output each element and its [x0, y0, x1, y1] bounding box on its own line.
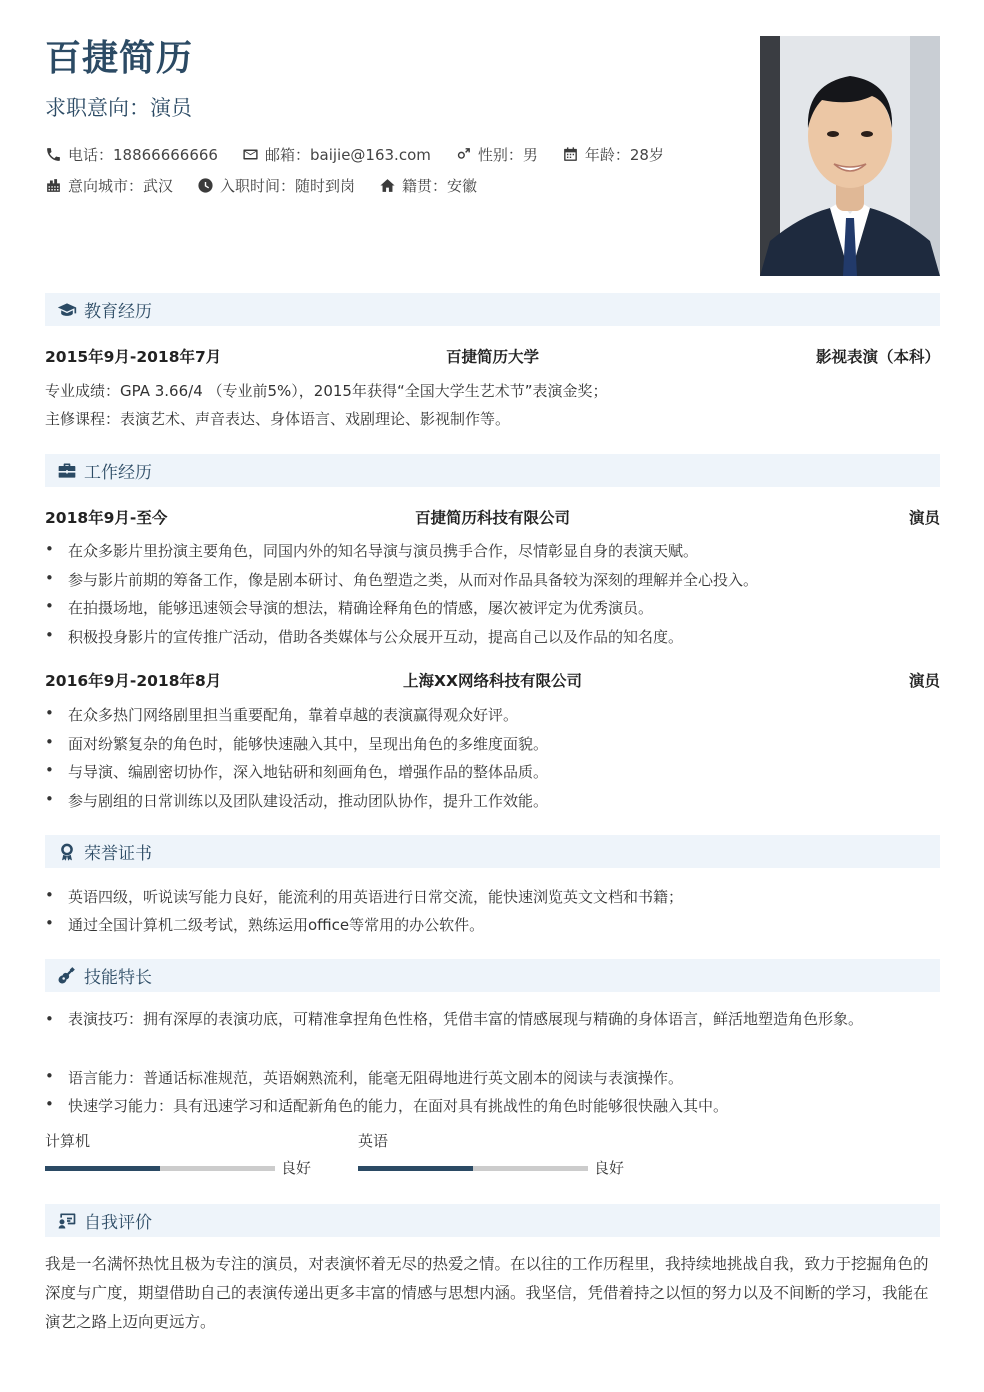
email-info	[242, 144, 431, 165]
skill-bar-text: 良好	[281, 1159, 312, 1177]
skill-bar-text: 良好	[594, 1159, 625, 1177]
skills-header	[45, 959, 940, 992]
skill-item: • 表演技巧：拥有深厚的表演功底，可精准拿捏角色性格，凭借丰富的情感展现与精确的身体语言，鲜活地塑造角色形象。	[45, 1005, 940, 1034]
skill-bar-label: 英语	[358, 1132, 389, 1150]
home-icon	[379, 177, 396, 194]
graduation-cap-icon	[57, 300, 77, 320]
job-intent: 求职意向：演员	[45, 96, 192, 120]
education-header	[45, 293, 940, 326]
gender-text: 性别：男	[477, 146, 538, 164]
honor-item: • 通过全国计算机二级考试，熟练运用office等常用的办公软件。	[45, 914, 940, 935]
job-row	[45, 506, 940, 528]
email-text: 邮箱：baijie@163.com	[264, 146, 431, 164]
self-evaluation-text: 我是一名满怀热忱且极为专注的演员，对表演怀着无尽的热爱之情。在以往的工作历程里，我持续地挑战自我，致力于挖掘角色的深度与广度，期望借助自己的表演传递出更多丰富的情感与思想内涵。我坚信，凭借着持之以恒的努力以及不间断的学习，我能在演艺之路上迈向更远方。	[45, 1255, 929, 1331]
start-info	[197, 175, 355, 196]
guitar-icon	[57, 966, 77, 986]
job-item: • 在拍摄场地，能够迅速领会导演的想法，精确诠释角色的情感，屡次被评定为优秀演员。	[45, 597, 940, 618]
age-text: 年龄：28岁	[584, 146, 664, 164]
phone-text: 电话：18866666666	[68, 146, 218, 164]
self-header	[45, 1204, 940, 1237]
clock-icon	[197, 177, 214, 194]
job-item: • 与导演、编剧密切协作，深入地钻研和刻画角色，增强作品的整体品质。	[45, 761, 940, 782]
job-role: 演员	[908, 509, 940, 527]
job-item: • 参与剧组的日常训练以及团队建设活动，推动团队协作，提升工作效能。	[45, 790, 940, 811]
skills-title: 技能特长	[84, 968, 152, 988]
work-header	[45, 454, 940, 487]
skill-bar-fill	[358, 1166, 473, 1171]
profile-photo	[760, 36, 940, 276]
honor-item: • 英语四级，听说读写能力良好，能流利的用英语进行日常交流，能快速浏览英文文档和书籍；	[45, 886, 940, 907]
honors-title: 荣誉证书	[84, 844, 152, 864]
job-item: • 在众多影片里扮演主要角色，同国内外的知名导演与演员携手合作，尽情彰显自身的表演天赋。	[45, 540, 940, 561]
education-row	[45, 345, 940, 367]
contact-row-1	[45, 144, 688, 165]
education-line: 主修课程：表演艺术、声音表达、身体语言、戏剧理论、影视制作等。	[45, 410, 511, 428]
job-company: 上海XX网络科技有限公司	[403, 672, 582, 690]
education-title: 教育经历	[84, 302, 152, 322]
education-major: 影视表演（本科）	[815, 348, 940, 366]
contact-row-2	[45, 175, 501, 196]
presentation-icon	[57, 1211, 77, 1231]
city-info	[45, 175, 173, 196]
job-row	[45, 669, 940, 691]
gender-icon	[455, 146, 472, 163]
candidate-name: 百捷简历	[45, 38, 194, 79]
skill-bar	[358, 1166, 588, 1171]
honors-header	[45, 835, 940, 868]
age-info	[562, 144, 664, 165]
briefcase-icon	[57, 461, 77, 481]
skill-bar-fill	[45, 1166, 160, 1171]
calendar-icon	[562, 146, 579, 163]
job-item: • 在众多热门网络剧里担当重要配角，靠着卓越的表演赢得观众好评。	[45, 704, 940, 725]
email-icon	[242, 146, 259, 163]
education-period: 2015年9月-2018年7月	[45, 348, 222, 366]
city-icon	[45, 177, 62, 194]
origin-text: 籍贯：安徽	[402, 177, 478, 195]
phone-info	[45, 144, 218, 165]
job-item: • 面对纷繁复杂的角色时，能够快速融入其中，呈现出角色的多维度面貌。	[45, 733, 940, 754]
origin-info	[379, 175, 477, 196]
skill-bar	[45, 1166, 275, 1171]
self-title: 自我评价	[84, 1213, 152, 1233]
award-icon	[57, 842, 77, 862]
job-period: 2016年9月-2018年8月	[45, 672, 222, 690]
job-item: • 参与影片前期的筹备工作，像是剧本研讨、角色塑造之类，从而对作品具备较为深刻的理解并全心投入。	[45, 569, 940, 590]
job-role: 演员	[908, 672, 940, 690]
start-text: 入职时间：随时到岗	[220, 177, 356, 195]
skill-item: • 语言能力：普通话标准规范，英语娴熟流利，能毫无阻碍地进行英文剧本的阅读与表演操作。	[45, 1067, 940, 1088]
work-title: 工作经历	[84, 463, 152, 483]
gender-info	[455, 144, 538, 165]
job-item: • 积极投身影片的宣传推广活动，借助各类媒体与公众展开互动，提高自己以及作品的知名度。	[45, 626, 940, 647]
job-period: 2018年9月-至今	[45, 509, 168, 527]
education-line: 专业成绩：GPA 3.66/4 （专业前5%），2015年获得“全国大学生艺术节”表演金奖；	[45, 382, 608, 400]
skill-item: • 快速学习能力：具有迅速学习和适配新角色的能力，在面对具有挑战性的角色时能够很快融入其中。	[45, 1095, 940, 1116]
city-text: 意向城市：武汉	[68, 177, 174, 195]
skill-bar-label: 计算机	[45, 1132, 91, 1150]
job-company: 百捷简历科技有限公司	[414, 509, 570, 527]
phone-icon	[45, 146, 62, 163]
education-school: 百捷简历大学	[445, 348, 539, 366]
